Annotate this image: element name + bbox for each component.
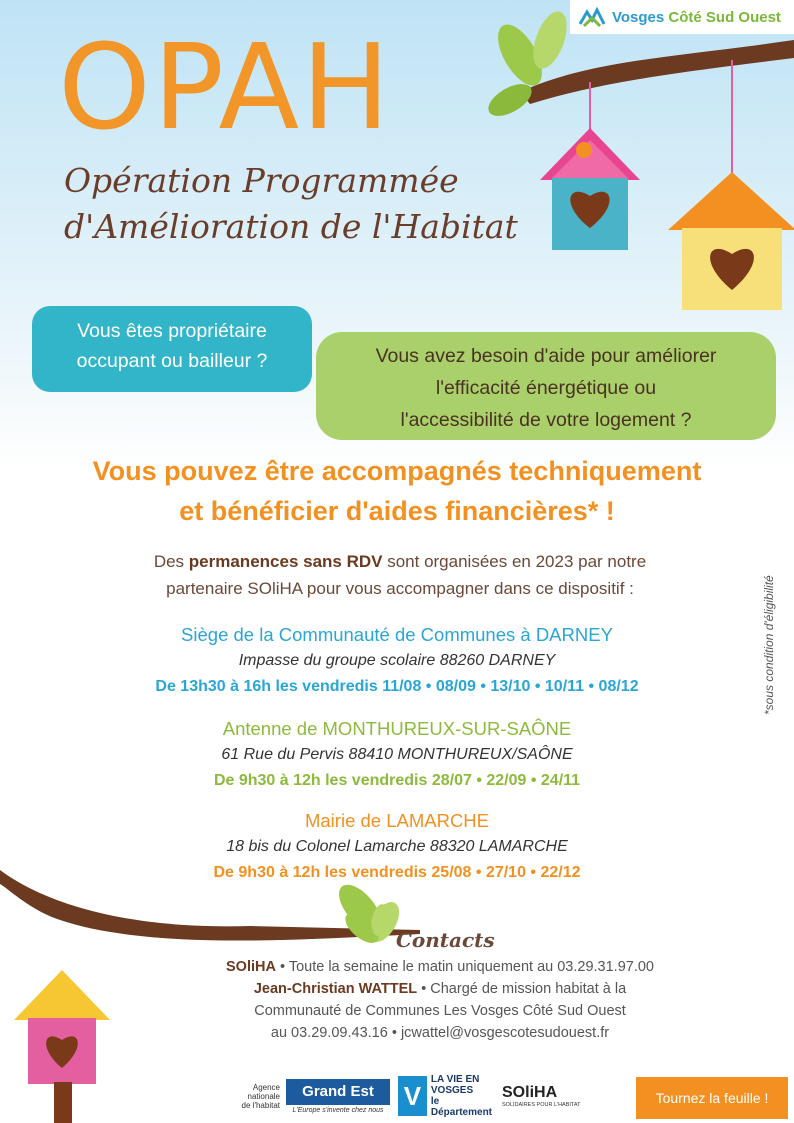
location-title: Mairie de LAMARCHE	[304, 810, 490, 831]
contacts-block: SOliHA • Toute la semaine le matin uniquement au 03.29.31.97.00 Jean-Christian WATTEL • Chargé de mission habitat à la Communauté de Communes Les Vosges Côté Sud Ouest au 03.29.09.43.16 • jcwattel@vosgescotesudouest.fr	[226, 959, 654, 1041]
location-dates: De 9h30 à 12h les vendredis 28/07 • 22/09 • 24/11	[213, 772, 581, 789]
headline-line1: Vous pouvez être accompagnés techniquement	[92, 456, 702, 486]
soliha-logo: SOliHA SOLIDAIRES POUR L'HABITAT	[502, 1084, 581, 1108]
contacts-leaf-icon	[340, 900, 400, 950]
location-address: 18 bis du Colonel Lamarche 88320 LAMARCHE	[226, 838, 568, 855]
location-title: Siège de la Communauté de Communes à DARNEY	[181, 624, 613, 645]
subtitle-line2: d'Amélioration de l'Habitat	[64, 207, 518, 246]
v-logo-icon: V	[398, 1076, 427, 1116]
eligibility-note: *sous condition d'éligibilité	[762, 575, 776, 715]
turn-page-button[interactable]: Tournez la feuille !	[636, 1077, 788, 1119]
mountains-logo-icon	[578, 6, 606, 28]
location-dates: De 9h30 à 12h les vendredis 25/08 • 27/10 • 22/12	[213, 864, 581, 881]
logo-text: Vosges Côté Sud Ouest	[612, 8, 781, 26]
location-darney	[40, 622, 754, 700]
vosges-cote-sud-ouest-logo	[570, 0, 794, 34]
headline-line2: et bénéficier d'aides financières* !	[179, 496, 615, 526]
vosges-departement-logo: V LA VIE EN VOSGES le Département	[398, 1074, 492, 1118]
location-address: Impasse du groupe scolaire 88260 DARNEY	[238, 652, 556, 669]
branch-birdhouses-illustration	[440, 0, 794, 320]
location-lamarche	[40, 808, 754, 886]
anah-logo: Agence nationale de l'habitat	[241, 1082, 280, 1110]
location-dates: De 13h30 à 16h les vendredis 11/08 • 08/09 • 13/10 • 10/11 • 08/12	[155, 678, 639, 695]
location-address: 61 Rue du Pervis 88410 MONTHUREUX/SAÔNE	[221, 746, 573, 763]
intro-text: Des permanences sans RDV sont organisées en 2023 par notre partenaire SOliHA pour vous accompagner dans ce dispositif :	[153, 552, 647, 598]
aid-question-bubble: Vous avez besoin d'aide pour améliorer l'efficacité énergétique ou l'accessibilité de votre logement ?	[316, 332, 776, 440]
contacts-title: Contacts	[396, 928, 495, 952]
subtitle-line1: Opération Programmée	[64, 161, 459, 200]
location-title: Antenne de MONTHUREUX-SUR-SAÔNE	[222, 718, 572, 739]
grand-est-logo: Grand Est L'Europe s'invente chez nous	[286, 1074, 390, 1118]
owner-question-bubble: Vous êtes propriétaire occupant ou bailleur ?	[32, 306, 312, 392]
page-title: OPAH	[58, 18, 392, 156]
location-monthureux	[40, 716, 754, 794]
